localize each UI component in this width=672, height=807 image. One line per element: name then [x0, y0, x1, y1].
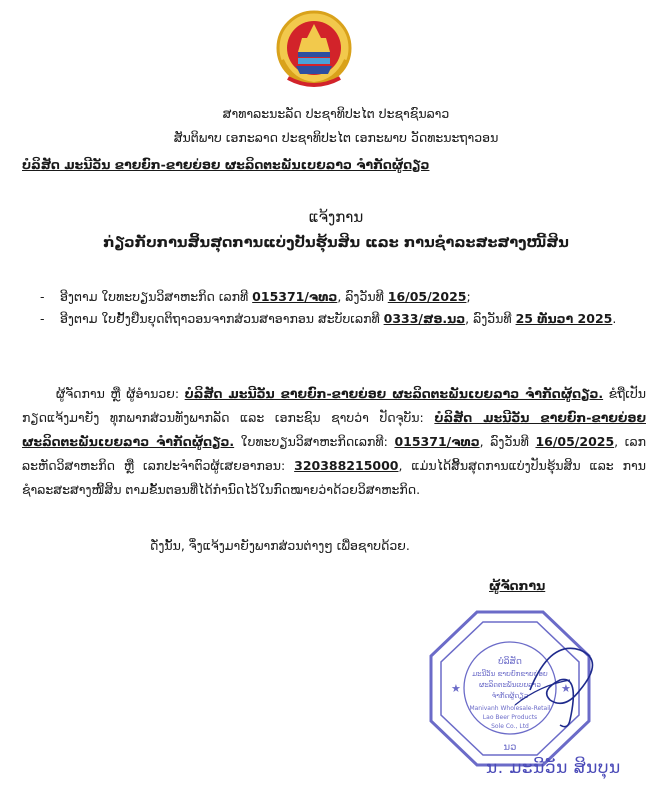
svg-text:★: ★	[451, 682, 461, 695]
svg-text:ນວ: ນວ	[503, 742, 517, 753]
notice-subject: ກ່ຽວກັບການສິ້ນສຸດການແບ່ງປັນຮຸ້ນສິນ ແລະ ການຊຳລະສະສາງໜີ້ສິນ	[103, 235, 569, 251]
company-name-header: ບໍລິສັດ ມະນີວັນ ຂາຍຍົກ-ຂາຍຍ່ອຍ ຜະລິດຕະພັນເບຍລາວ ຈຳກັດຜູ້ດຽວ	[22, 157, 430, 172]
svg-text:ຈຳກັດຜູ້ດຽວ: ຈຳກັດຜູ້ດຽວ	[491, 692, 529, 700]
national-motto: ສັນຕິພາບ ເອກະລາດ ປະຊາທິປະໄຕ ເອກະພາບ ວັດທະນະຖາວອນ	[173, 130, 499, 145]
registration-date: 16/05/2025	[535, 434, 615, 449]
notice-title: ແຈ້ງການ	[308, 208, 364, 226]
svg-text:Manivanh Wholesale-Retail: Manivanh Wholesale-Retail	[469, 705, 551, 712]
svg-text:Lao Beer Products: Lao Beer Products	[482, 714, 538, 721]
registration-number: 015371/ຈທວ	[394, 434, 480, 449]
svg-text:ຜະລິດຕະພັນເບຍລາວ: ຜະລິດຕະພັນເບຍລາວ	[479, 681, 541, 689]
svg-text:★: ★	[561, 682, 571, 695]
company-name: ບໍລິສັດ ມະນີວັນ ຂາຍຍົກ-ຂາຍຍ່ອຍ ຜະລິດຕະພັນເບຍລາວ ຈຳກັດຜູ້ດຽວ.	[22, 410, 646, 449]
body-paragraph: ຜູ້ຈັດການ ຫຼື ຜູ້ອຳນວຍ: ບໍລິສັດ ມະນີວັນ ຂາຍຍົກ-ຂາຍຍ່ອຍ ຜະລິດຕະພັນເບຍລາວ ຈຳກັດຜູ້ດຽວ. ຂໍຖືເປັນກຽດແຈ້ງມາຍັງ ທຸກພາກສ່ວນທັງພາກລັດ ແລະ ເອກະຊົນ ຊາບວ່າ ປັດຈຸບັນ: ບໍລິສັດ ມະນີວັນ ຂາຍຍົກ-ຂາຍຍ່ອຍ ຜະລິດຕະພັນເບຍລາວ ຈຳກັດຜູ້ດຽວ. ໃບທະບຽນວິສາຫະກິດເລກທີ: 015371/ຈທວ, ລົງວັນທີ 16/05/2025, ເລກລະຫັດວິສາຫະກິດ ຫຼື ເລກປະຈຳຕົວຜູ້ເສຍອາກອນ: 320388215000, ແມ່ນໄດ້ສິ້ນສຸດການແບ່ງປັນຮຸ້ນສິນ ແລະ ການຊຳລະສະສາງໜີ້ສິນ ຕາມຂັ້ນຕອນທີ່ໄດ້ກຳນົດໄວ້ໃນກົດໝາຍວ່າດ້ວຍວິສາຫະກິດ.	[22, 386, 646, 497]
company-name: ບໍລິສັດ ມະນີວັນ ຂາຍຍົກ-ຂາຍຍ່ອຍ ຜະລິດຕະພັນເບຍລາວ ຈຳກັດຜູ້ດຽວ.	[184, 386, 604, 401]
signer-name: ນ. ມະນີວັນ ສິນບຸນ	[486, 758, 621, 778]
reference-list	[40, 287, 640, 331]
svg-text:Sole Co., Ltd: Sole Co., Ltd	[491, 723, 529, 730]
reference-item: - ອີງຕາມ ໃບທະບຽນວິສາຫະກິດ ເລກທີ 015371/ຈທວ, ລົງວັນທີ 16/05/2025;	[40, 287, 640, 307]
svg-text:ມະນີວັນ ຂາຍຍົກຂາຍຍ່ອຍ: ມະນີວັນ ຂາຍຍົກຂາຍຍ່ອຍ	[472, 670, 548, 678]
closing-line: ດັ່ງນັ້ນ, ຈຶ່ງແຈ້ງມາຍັງພາກສ່ວນຕ່າງໆ ເພື່ອຊາບດ້ວຍ.	[150, 538, 410, 553]
handwritten-signature	[510, 630, 610, 740]
national-emblem	[272, 8, 356, 88]
svg-text:ບໍລິສັດ: ບໍລິສັດ	[498, 657, 522, 667]
tax-id: 320388215000	[294, 458, 399, 473]
signer-title: ຜູ້ຈັດການ	[489, 578, 546, 593]
reference-item: - ອີງຕາມ ໃບຢັ້ງຢືນຍຸດຕິຖາວອນຈາກສ່ວນສາອາກອນ ສະບັບເລກທີ 0333/ສອ.ນວ, ລົງວັນທີ 25 ທັນວາ 2025.	[40, 309, 640, 329]
country-name: ສາທາລະນະລັດ ປະຊາທິປະໄຕ ປະຊາຊົນລາວ	[222, 106, 450, 121]
